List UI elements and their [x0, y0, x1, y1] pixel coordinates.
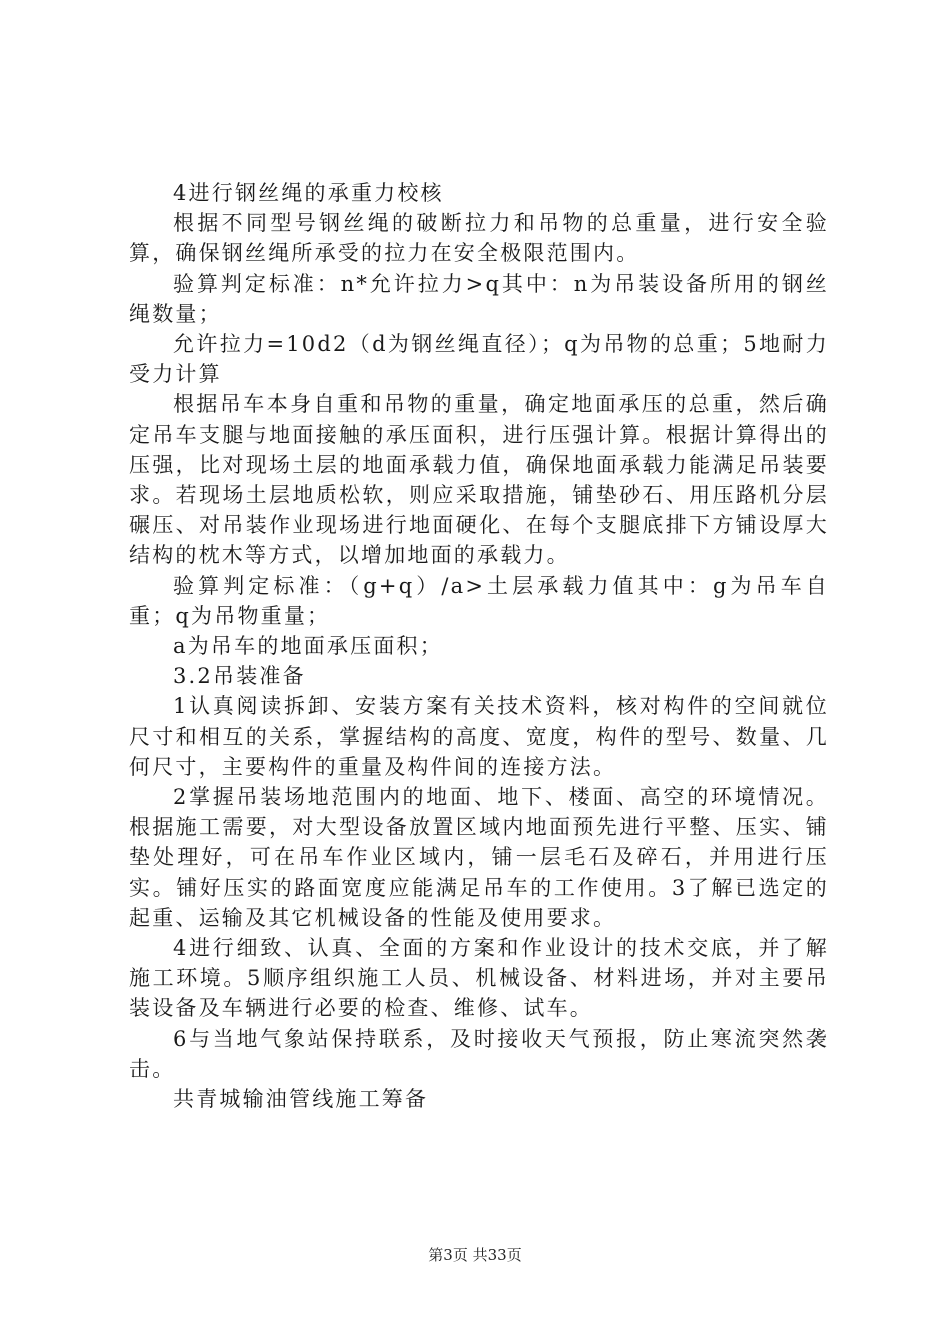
section-heading: 4进行钢丝绳的承重力校核	[173, 181, 444, 205]
paragraph: 根据不同型号钢丝绳的破断拉力和吊物的总重量，进行安全验算，确保钢丝绳所承受的拉力在安全极限范围内。	[129, 211, 829, 266]
section-heading: 3.2吊装准备	[173, 664, 306, 689]
paragraph: a为吊车的地面承压面积；	[173, 634, 443, 659]
paragraph: 共青城输油管线施工筹备	[173, 1087, 429, 1112]
paragraph: 2掌握吊装场地范围内的地面、地下、楼面、高空的环境情况。根据施工需要，对大型设备放置区域内地面预先进行平整、压实、铺垫处理好，可在吊车作业区域内，铺一层毛石及碎石，并用进行压实。铺好压实的路面宽度应能满足吊车的工作使用。3了解已选定的起重、运输及其它机械设备的性能及使用要求。	[129, 785, 829, 930]
paragraph: 4进行细致、认真、全面的方案和作业设计的技术交底，并了解施工环境。5顺序组织施工人员、机械设备、材料进场，并对主要吊装设备及车辆进行必要的检查、维修、试车。	[129, 936, 829, 1021]
paragraph: 验算判定标准：（g+q）/a>土层承载力值其中：g为吊车自重；q为吊物重量；	[129, 573, 829, 628]
paragraph: 1认真阅读拆卸、安装方案有关技术资料，核对构件的空间就位尺寸和相互的关系，掌握结构的高度、宽度，构件的型号、数量、几何尺寸，主要构件的重量及构件间的连接方法。	[129, 694, 829, 779]
paragraph: 6与当地气象站保持联系，及时接收天气预报，防止寒流突然袭击。	[129, 1026, 829, 1081]
paragraph: 验算判定标准：n*允许拉力>q其中：n为吊装设备所用的钢丝绳数量；	[129, 271, 829, 326]
page-number-footer: 第3页 共33页	[428, 1246, 522, 1264]
document-body	[129, 178, 829, 1114]
paragraph: 根据吊车本身自重和吊物的重量，确定地面承压的总重，然后确定吊车支腿与地面接触的承压面积，进行压强计算。根据计算得出的压强，比对现场土层的地面承载力值，确保地面承载力能满足吊装要求。若现场土层地质松软，则应采取措施，铺垫砂石、用压路机分层碾压、对吊装作业现场进行地面硬化、在每个支腿底排下方铺设厚大结构的枕木等方式，以增加地面的承载力。	[129, 392, 829, 568]
paragraph: 允许拉力=10d2（d为钢丝绳直径）；q为吊物的总重；5地耐力受力计算	[129, 332, 829, 387]
